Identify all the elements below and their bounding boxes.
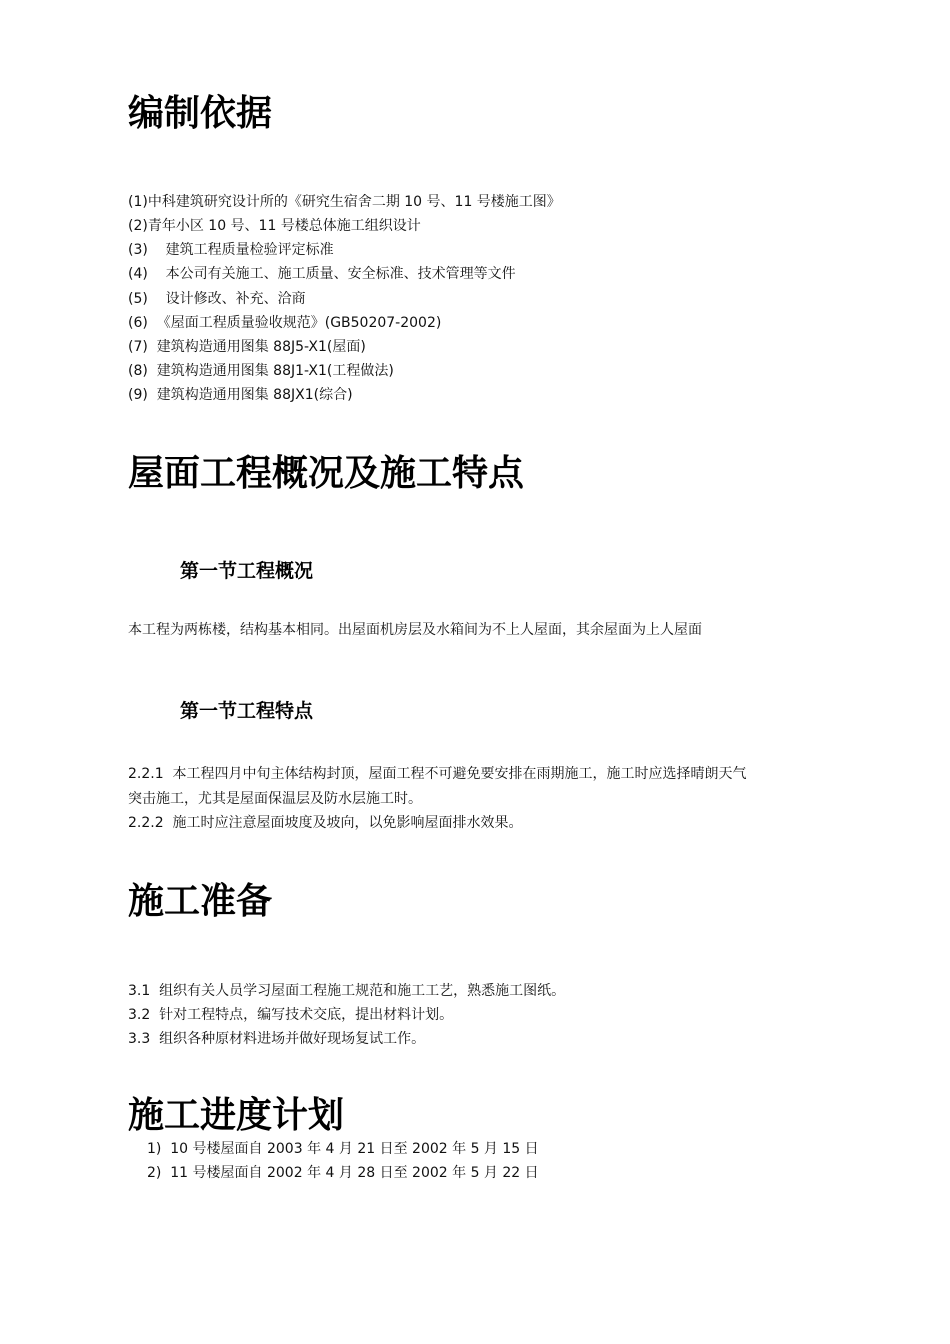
basis-item-7: (7) 建筑构造通用图集 88J5-X1(屋面) <box>128 339 366 355</box>
basis-item-9: (9) 建筑构造通用图集 88JX1(综合) <box>128 387 353 403</box>
basis-item-5: (5) 设计修改、补充、洽商 <box>128 291 306 307</box>
basis-item-6: (6) 《屋面工程质量验收规范》(GB50207-2002) <box>128 315 442 331</box>
basis-item-8: (8) 建筑构造通用图集 88J1-X1(工程做法) <box>128 363 394 379</box>
subheading-overview: 第一节工程概况 <box>180 560 314 582</box>
heading-schedule: 施工进度计划 <box>128 1095 345 1136</box>
prep-item-3: 3.3 组织各种原材料进场并做好现场复试工作。 <box>128 1031 426 1047</box>
basis-item-3: (3) 建筑工程质量检验评定标准 <box>128 242 334 258</box>
subheading-features: 第一节工程特点 <box>180 700 314 722</box>
heading-overview: 屋面工程概况及施工特点 <box>128 453 525 494</box>
basis-item-1: (1)中科建筑研究设计所的《研究生宿舍二期 10 号、11 号楼施工图》 <box>128 194 561 210</box>
heading-basis: 编制依据 <box>128 93 273 134</box>
overview-text: 本工程为两栋楼，结构基本相同。出屋面机房层及水箱间为不上人屋面，其余屋面为上人屋面 <box>128 622 702 638</box>
schedule-item-1: 1) 10 号楼屋面自 2003 年 4 月 21 日至 2002 年 5 月 15 日 <box>147 1141 539 1157</box>
basis-item-4: (4) 本公司有关施工、施工质量、安全标准、技术管理等文件 <box>128 266 516 282</box>
basis-item-2: (2)青年小区 10 号、11 号楼总体施工组织设计 <box>128 218 421 234</box>
features-line-3: 2.2.2 施工时应注意屋面坡度及坡向，以免影响屋面排水效果。 <box>128 815 523 831</box>
heading-prep: 施工准备 <box>128 881 273 922</box>
features-line-2: 突击施工，尤其是屋面保温层及防水层施工时。 <box>128 791 422 807</box>
schedule-item-2: 2) 11 号楼屋面自 2002 年 4 月 28 日至 2002 年 5 月 22 日 <box>147 1165 539 1181</box>
prep-item-1: 3.1 组织有关人员学习屋面工程施工规范和施工工艺，熟悉施工图纸。 <box>128 983 566 999</box>
prep-item-2: 3.2 针对工程特点，编写技术交底，提出材料计划。 <box>128 1007 454 1023</box>
features-line-1: 2.2.1 本工程四月中旬主体结构封顶，屋面工程不可避免要安排在雨期施工，施工时应选择晴朗天气 <box>128 766 747 782</box>
